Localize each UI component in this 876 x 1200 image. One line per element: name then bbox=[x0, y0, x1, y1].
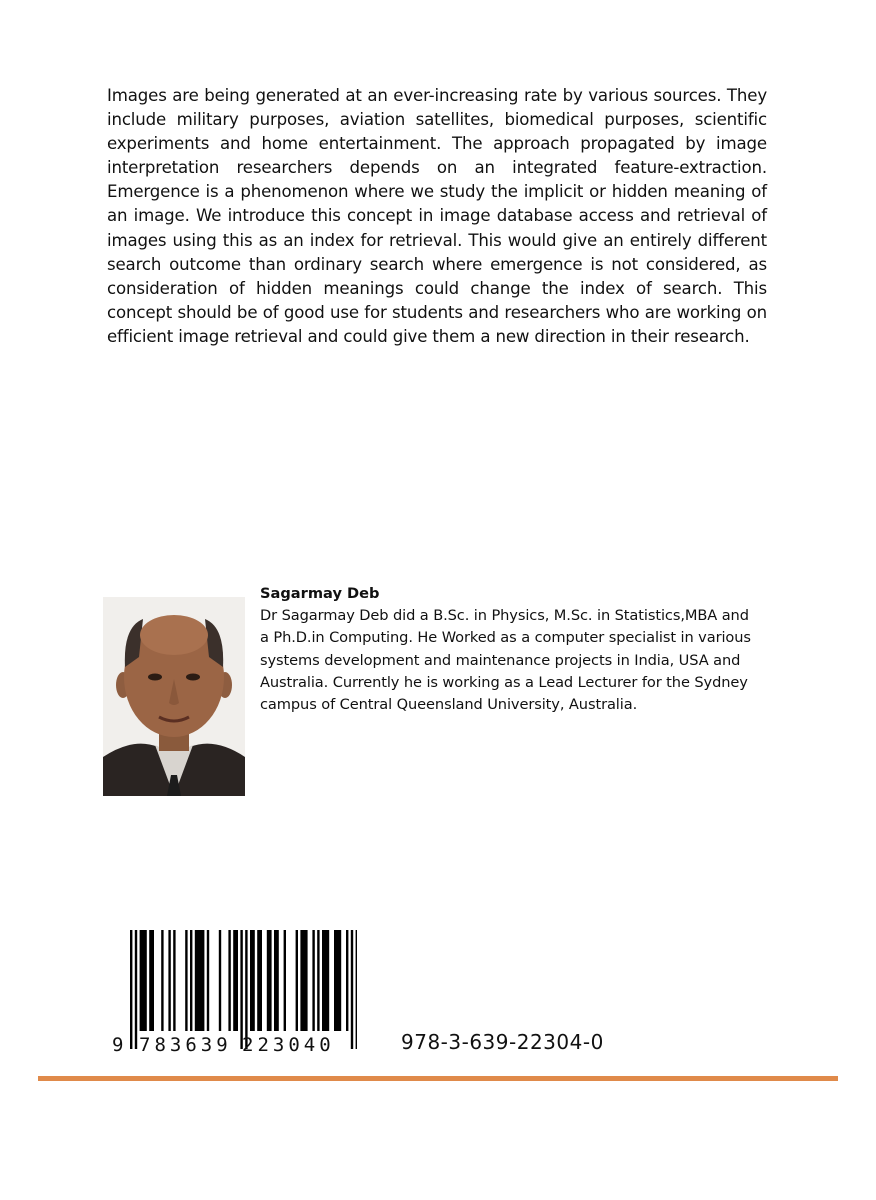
barcode-bar bbox=[233, 930, 238, 1031]
barcode-bar bbox=[185, 930, 187, 1031]
barcode-bar bbox=[240, 930, 242, 1049]
barcode-bar bbox=[140, 930, 147, 1031]
barcode-bar bbox=[161, 930, 163, 1031]
barcode-bar bbox=[296, 930, 298, 1031]
barcode-bar bbox=[130, 930, 132, 1049]
barcode-bar bbox=[257, 930, 262, 1031]
barcode-bar bbox=[245, 930, 247, 1049]
author-section bbox=[260, 583, 760, 716]
barcode-bar bbox=[190, 930, 192, 1031]
barcode-right-digits: 223040 bbox=[242, 1034, 335, 1056]
barcode-bar bbox=[351, 930, 353, 1049]
barcode-bar bbox=[312, 930, 314, 1031]
isbn-barcode bbox=[112, 927, 357, 1057]
barcode-bar bbox=[274, 930, 279, 1031]
barcode-bar bbox=[219, 930, 221, 1031]
barcode-bar bbox=[207, 930, 209, 1031]
barcode-bar bbox=[228, 930, 230, 1031]
barcode-bar bbox=[322, 930, 329, 1031]
barcode-bar bbox=[168, 930, 170, 1031]
barcode-bar bbox=[135, 930, 137, 1049]
barcode-left-digits: 783639 bbox=[139, 1034, 232, 1056]
author-bio: Dr Sagarmay Deb did a B.Sc. in Physics, M.Sc. in Statistics,MBA and a Ph.D.in Computing. He Worked as a computer specialist in various systems development and maintenance projects in India, USA and Australia. Currently he is working as a Lead Lecturer for the Sydney campus of Central Queensland University, Australia. bbox=[260, 607, 751, 714]
back-cover-blurb: Images are being generated at an ever-increasing rate by various sources. They include military purposes, aviation satellites, biomedical purposes, scientific experiments and home entertainment. The approach propagated by image interpretation researchers depends on an integrated feature-extraction. Emergence is a phenomenon where we study the implicit or hidden meaning of an image. We introduce this concept in image database access and retrieval of images using this as an index for retrieval. This would give an entirely different search outcome than ordinary search where emergence is not considered, as consideration of hidden meanings could change the index of search. This concept should be of good use for students and researchers who are working on efficient image retrieval and could give them a new direction in their research. bbox=[107, 86, 767, 346]
barcode-first-digit: 9 bbox=[112, 1034, 124, 1056]
author-name: Sagarmay Deb bbox=[260, 585, 380, 602]
isbn-number: 978-3-639-22304-0 bbox=[401, 1030, 604, 1054]
barcode-bar bbox=[149, 930, 154, 1031]
bottom-accent-rule bbox=[38, 1076, 838, 1081]
barcode-bar bbox=[250, 930, 255, 1031]
barcode-bar bbox=[284, 930, 286, 1031]
barcode-bar bbox=[346, 930, 348, 1031]
author-photo bbox=[103, 597, 245, 796]
barcode-bar bbox=[334, 930, 341, 1031]
barcode-bar bbox=[356, 930, 357, 1049]
barcode-bar bbox=[300, 930, 307, 1031]
barcode-bar bbox=[195, 930, 205, 1031]
barcode-bar bbox=[317, 930, 319, 1031]
barcode-bar bbox=[267, 930, 272, 1031]
barcode-bar bbox=[173, 930, 175, 1031]
